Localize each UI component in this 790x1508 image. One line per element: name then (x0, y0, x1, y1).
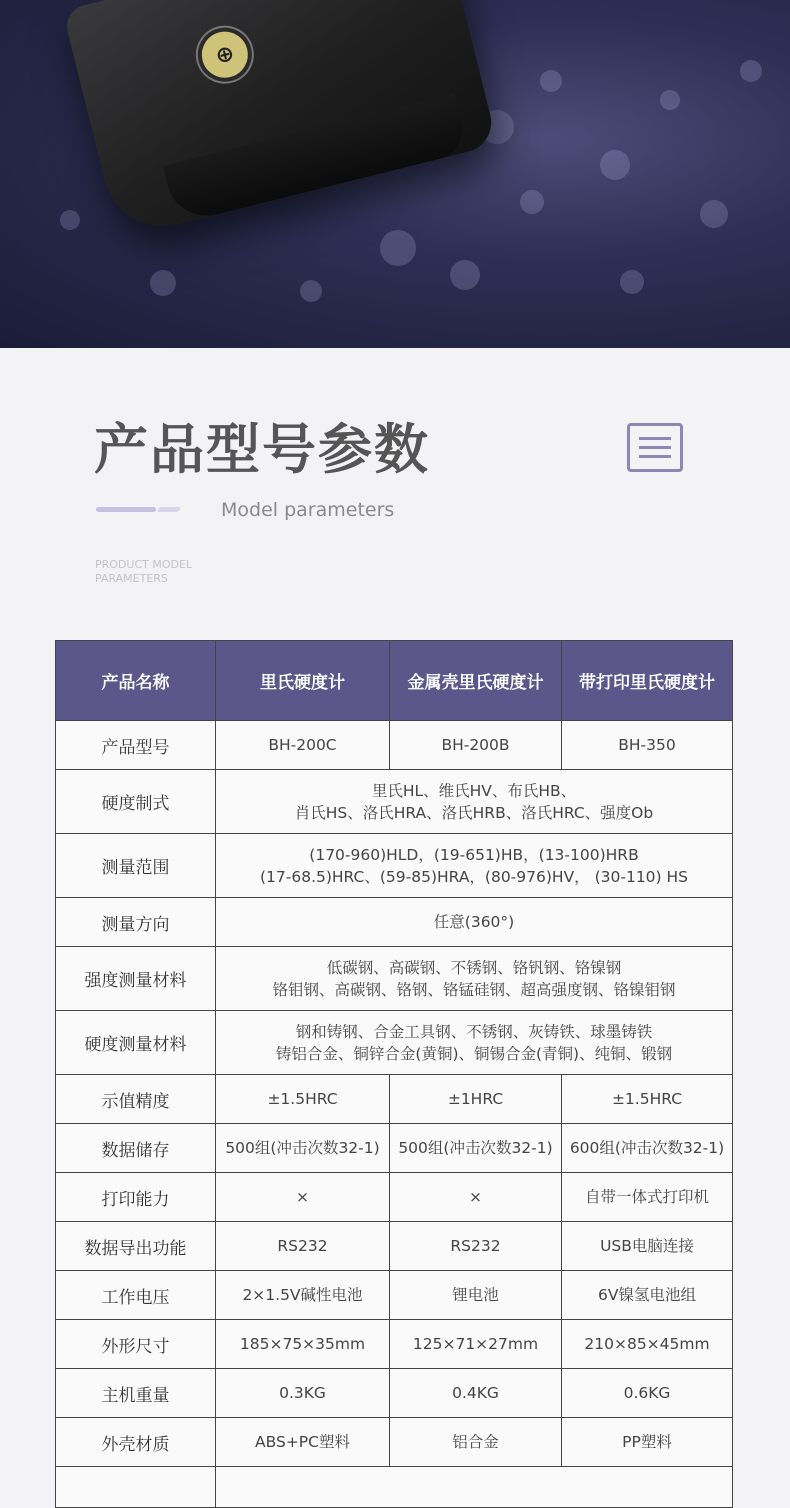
table-cell: BH-200C (216, 721, 390, 770)
table-cell: ±1HRC (390, 1075, 562, 1124)
table-cell: RS232 (216, 1222, 390, 1271)
table-row (56, 1222, 733, 1271)
header-cell: 金属壳里氏硬度计 (390, 641, 562, 721)
table-cell: 0.4KG (390, 1369, 562, 1418)
cell-line: 铸铝合金、铜锌合金(黄铜)、铜锡合金(青铜)、纯铜、锻钢 (275, 1044, 673, 1063)
table-cell-span (216, 898, 733, 947)
row-label: 主机重量 (56, 1369, 216, 1418)
decorative-line (96, 507, 156, 512)
cell-line: (17-68.5)HRC、(59-85)HRA，(80-976)HV， (30-110) HS (259, 867, 689, 886)
table-cell: ±1.5HRC (216, 1075, 390, 1124)
table-cell: 600组(冲击次数32-1) (562, 1124, 733, 1173)
row-label: 外壳材质 (56, 1418, 216, 1467)
row-label: 强度测量材料 (56, 947, 216, 1011)
page-title: 产品型号参数 (94, 418, 430, 481)
row-label: 示值精度 (56, 1075, 216, 1124)
table-cell-span (216, 1011, 733, 1075)
header-cell: 产品名称 (56, 641, 216, 721)
row-label: 打印能力 (56, 1173, 216, 1222)
table-cell: 铝合金 (390, 1418, 562, 1467)
parameters-table (55, 640, 733, 1508)
empty-cell (56, 1467, 216, 1508)
table-header-row (56, 641, 733, 721)
table-row (56, 947, 733, 1011)
cell-line: 钢和铸钢、合金工具钢、不锈钢、灰铸铁、球墨铸铁 (295, 1022, 653, 1041)
table-cell: BH-350 (562, 721, 733, 770)
table-row (56, 1418, 733, 1467)
table-cell: 500组(冲击次数32-1) (390, 1124, 562, 1173)
table-row (56, 834, 733, 898)
table-row (56, 1075, 733, 1124)
table-row (56, 770, 733, 834)
logo-emblem-icon: ⊕ (192, 22, 257, 87)
table-row (56, 1369, 733, 1418)
table-row (56, 1320, 733, 1369)
tagline (95, 558, 235, 586)
table-cell: RS232 (390, 1222, 562, 1271)
table-cell: × (216, 1173, 390, 1222)
row-label: 硬度制式 (56, 770, 216, 834)
hardness-tester-device-image (62, 0, 497, 239)
table-row (56, 1124, 733, 1173)
table-cell: 自带一体式打印机 (562, 1173, 733, 1222)
cell-line: 低碳钢、高碳钢、不锈钢、铬钒钢、铬镍钢 (326, 958, 622, 977)
table-cell-span (216, 834, 733, 898)
header-cell: 带打印里氏硬度计 (562, 641, 733, 721)
table-row (56, 1011, 733, 1075)
cell-line: (170-960)HLD，(19-651)HB，(13-100)HRB (309, 845, 639, 864)
table-row-empty (56, 1467, 733, 1508)
cell-line: 铬钼钢、高碳钢、铬钢、铬锰硅钢、超高强度钢、铬镍钼钢 (272, 980, 676, 999)
cell-line: 里氏HL、维氏HV、布氏HB、 (371, 781, 577, 800)
row-label: 硬度测量材料 (56, 1011, 216, 1075)
cell-line: 肖氏HS、洛氏HRA、洛氏HRB、洛氏HRC、强度Ob (294, 803, 654, 822)
table-cell: 6V镍氢电池组 (562, 1271, 733, 1320)
tagline-line-1: PRODUCT MODEL (95, 558, 193, 571)
table-row (56, 1271, 733, 1320)
table-cell: 0.3KG (216, 1369, 390, 1418)
table-cell: 125×71×27mm (390, 1320, 562, 1369)
table-cell: BH-200B (390, 721, 562, 770)
table-cell: 2×1.5V碱性电池 (216, 1271, 390, 1320)
table-cell-span (216, 947, 733, 1011)
header-cell: 里氏硬度计 (216, 641, 390, 721)
row-label: 产品型号 (56, 721, 216, 770)
table-cell: × (390, 1173, 562, 1222)
table-cell: USB电脑连接 (562, 1222, 733, 1271)
page-subtitle: Model parameters (221, 499, 395, 521)
table-cell: PP塑料 (562, 1418, 733, 1467)
table-cell: ABS+PC塑料 (216, 1418, 390, 1467)
table-cell: ±1.5HRC (562, 1075, 733, 1124)
row-label: 外形尺寸 (56, 1320, 216, 1369)
row-label: 数据导出功能 (56, 1222, 216, 1271)
cell-line: 任意(360°) (433, 913, 515, 931)
row-label: 工作电压 (56, 1271, 216, 1320)
hero-banner (0, 0, 790, 348)
table-cell: 185×75×35mm (216, 1320, 390, 1369)
list-lines-icon (627, 423, 683, 472)
table-row (56, 1173, 733, 1222)
row-label: 测量方向 (56, 898, 216, 947)
table-cell-span (216, 770, 733, 834)
table-cell: 210×85×45mm (562, 1320, 733, 1369)
table-cell: 0.6KG (562, 1369, 733, 1418)
empty-cell (216, 1467, 733, 1508)
row-label: 测量范围 (56, 834, 216, 898)
table-row (56, 898, 733, 947)
table-cell: 锂电池 (390, 1271, 562, 1320)
row-label: 数据储存 (56, 1124, 216, 1173)
tagline-line-2: PARAMETERS (95, 572, 168, 585)
table-cell: 500组(冲击次数32-1) (216, 1124, 390, 1173)
table-row (56, 721, 733, 770)
decorative-line-accent (157, 507, 182, 512)
